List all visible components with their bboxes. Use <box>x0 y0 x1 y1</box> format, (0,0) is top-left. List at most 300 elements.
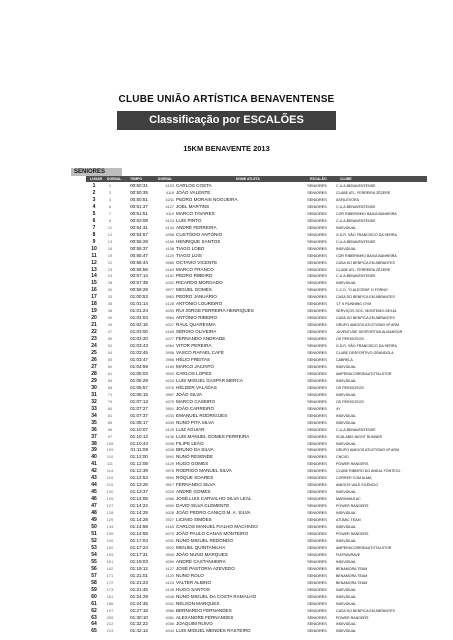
bib-cell: 22 <box>107 259 113 265</box>
category-cell: SENIORES <box>307 462 327 467</box>
bib-2-cell: 4081 <box>165 615 174 620</box>
bib-cell: 171 <box>106 572 114 578</box>
category-cell: SENIORES <box>307 281 327 286</box>
table-row <box>0 573 453 580</box>
club-cell: GRUPO AMIGOS ATLETISMO Nº ARM <box>336 448 399 453</box>
athlete-name-cell: NUNO MIGUEL REDONDO <box>176 537 233 543</box>
column-header-bib: DORSAL <box>107 177 122 181</box>
club-cell: C.U.A.BENAVENTENSE <box>336 204 376 209</box>
athlete-name-cell: JOÃO CARREIRO <box>176 405 215 411</box>
position-cell: 48 <box>91 510 97 517</box>
category-cell: SENIORES <box>307 427 327 432</box>
club-cell: INDIVIDUAL <box>336 601 357 606</box>
athlete-name-cell: LUIS MANUEL GOMES FERREIRA <box>176 433 250 439</box>
table-row <box>0 385 453 392</box>
category-cell: SENIORES <box>307 309 327 314</box>
category-cell: SENIORES <box>307 392 327 397</box>
position-cell: 50 <box>91 524 97 531</box>
table-row <box>0 628 453 635</box>
position-cell: 15 <box>91 280 97 287</box>
bib-2-cell: 4090 <box>165 504 174 509</box>
club-cell: POWER RANGERS <box>336 615 369 620</box>
position-cell: 40 <box>91 454 97 461</box>
athlete-name-cell: VALTER ALBINO <box>176 579 212 585</box>
bib-2-cell: 4041 <box>165 601 174 606</box>
bib-cell: 11 <box>107 224 113 230</box>
bib-cell: 85 <box>107 419 113 425</box>
position-cell: 37 <box>91 433 97 440</box>
athlete-name-cell: ALEXANDRE FERNANDES <box>176 614 234 620</box>
club-cell: CLUBE ATL. FERREIRA ZÊZERE <box>336 267 391 272</box>
category-cell: SENIORES <box>307 344 327 349</box>
club-cell: CABRELA <box>336 358 353 362</box>
category-cell: SENIORES <box>307 288 327 293</box>
bib-cell: 36 <box>107 301 113 307</box>
time-cell: 01:24:45 <box>130 600 148 606</box>
time-cell: 01:07:13 <box>130 398 148 404</box>
bib-2-cell: 3927 <box>165 518 174 523</box>
bib-cell: 110 <box>106 454 114 460</box>
column-header-time: TEMPO <box>130 177 143 181</box>
category-cell: SENIORES <box>307 267 327 272</box>
club-cell: OS PERIGOSOS <box>336 399 364 404</box>
table-row <box>0 239 453 246</box>
category-cell: SENIORES <box>307 608 327 613</box>
athlete-name-cell: SÉRGIO OLIVEIRA <box>176 329 217 335</box>
bib-2-cell: 4124 <box>165 580 174 585</box>
club-cell: SERVIÇOS SOC. MONTEMO-SEXAL <box>336 309 397 314</box>
category-cell: SENIORES <box>307 594 327 599</box>
position-cell: 28 <box>91 370 97 377</box>
bib-cell: 186 <box>106 600 114 606</box>
time-cell: 01:42:12 <box>130 628 148 634</box>
athlete-name-cell: JOEL MARTINS <box>176 203 210 209</box>
bib-cell: 153 <box>106 551 114 557</box>
athlete-name-cell: MARCO FRANCO <box>176 266 214 272</box>
table-row <box>0 615 453 622</box>
athlete-name-cell: NUNO ROLO <box>176 572 204 578</box>
athlete-name-cell: FERNANDO ANDRADE <box>176 336 226 342</box>
position-cell: 17 <box>91 294 97 301</box>
time-cell: 00:50:31 <box>130 183 148 188</box>
table-row <box>0 510 453 517</box>
club-cell: INDIVIDUAL <box>336 392 357 397</box>
table-row <box>0 601 453 608</box>
bib-cell: 119 <box>106 482 114 488</box>
bib-2-cell: 4064 <box>165 344 174 349</box>
position-cell: 13 <box>91 266 97 273</box>
category-cell: SENIORES <box>307 497 327 502</box>
table-row <box>0 524 453 531</box>
time-cell: 01:32:22 <box>130 621 148 627</box>
club-cell: MARINHAS AC <box>336 497 361 502</box>
bib-2-cell: 4169 <box>165 330 174 335</box>
category-cell: SENIORES <box>307 518 327 523</box>
bib-cell: 97 <box>107 433 113 439</box>
bib-2-cell: 4066 <box>165 497 174 502</box>
club-cell: COR RIBEIRINHO BAIXA BANHEIRA <box>336 253 397 258</box>
club-cell: INDIVIDUAL <box>336 525 357 530</box>
category-cell: SENIORES <box>307 622 327 627</box>
position-cell: 21 <box>91 322 97 329</box>
position-cell: 54 <box>91 551 97 558</box>
club-cell: INDIVIDUAL <box>336 490 357 495</box>
table-row <box>0 204 453 211</box>
position-cell: 2 <box>92 189 96 196</box>
table-row <box>0 587 453 594</box>
club-cell: CORRER COM ALMA <box>336 476 372 481</box>
category-cell: SENIORES <box>307 469 327 474</box>
position-cell: 45 <box>91 489 97 496</box>
athlete-name-cell: BERNARDO FERNANDES <box>176 607 232 613</box>
club-cell: CNCVD <box>336 455 349 460</box>
club-cell: CASA DO BENFICA EM ABRANTES <box>336 316 395 321</box>
position-cell: 9 <box>92 238 96 245</box>
club-cell: AMIGOS VALE SILÊNCIO <box>336 483 379 488</box>
club-cell: BENAMORA TEAM <box>336 573 368 578</box>
time-cell: 01:05:03 <box>130 370 148 376</box>
table-row <box>0 594 453 601</box>
table-row <box>0 552 453 559</box>
bib-2-cell: 4048 <box>165 594 174 599</box>
column-header-position: LUGAR <box>90 177 103 181</box>
table-row <box>0 559 453 566</box>
athlete-name-cell: EMANUEL RODRIGUES <box>176 412 228 418</box>
athlete-name-cell: JOÃO SILVA <box>176 391 203 397</box>
athlete-name-cell: ANDRÉ GOMES <box>176 489 211 495</box>
bib-2-cell: 4038 <box>165 441 174 446</box>
bib-2-cell: 4044 <box>165 629 174 634</box>
time-cell: 01:03:00 <box>130 329 148 335</box>
athlete-name-cell: ANTÓNIO RIBEIRO <box>176 315 218 321</box>
athlete-name-cell: DAVID SILVA CLEMENTE <box>176 503 230 509</box>
position-cell: 16 <box>91 287 97 294</box>
position-cell: 42 <box>91 468 97 475</box>
position-cell: 49 <box>91 517 97 524</box>
position-cell: 57 <box>91 572 97 579</box>
athlete-name-cell: HENRIQUE SANTOS <box>176 238 221 244</box>
time-cell: 01:12:08 <box>130 461 148 467</box>
athlete-name-cell: NUNO RESENDE <box>176 454 214 460</box>
club-cell: CASA DO BENFICA EM ABRANTES <box>336 295 395 300</box>
bib-2-cell: 4136 <box>165 434 174 439</box>
club-cell: C.U.A.BENAVENTENSE <box>336 184 376 188</box>
club-cell: C.U.A.BENAVENTENSE <box>336 239 376 244</box>
club-cell: INDIVIDUAL <box>336 413 357 418</box>
bib-2-cell: 4128 <box>165 302 174 307</box>
bib-2-cell: 4116 <box>165 190 174 195</box>
time-cell: 01:03:20 <box>130 336 148 342</box>
athlete-name-cell: MIGUEL QUINTANILHA <box>176 544 226 550</box>
category-cell: SENIORES <box>307 184 327 188</box>
time-cell: 00:51:37 <box>130 203 148 209</box>
bib-cell: 212 <box>106 621 114 627</box>
table-row <box>0 482 453 489</box>
category-cell: SENIORES <box>307 190 327 195</box>
athlete-name-cell: LUIS PINTO <box>176 217 202 223</box>
bib-2-cell: 4241 <box>165 197 174 202</box>
athlete-name-cell: VASCO RAFAEL CAFÉ <box>176 350 224 356</box>
bib-2-cell: 3997 <box>165 392 174 397</box>
category-cell: SENIORES <box>307 566 327 571</box>
athlete-name-cell: CARLOS MANUEL FIALHO MACHADO <box>176 524 258 530</box>
time-cell: 01:24:29 <box>130 593 148 599</box>
position-cell: 46 <box>91 496 97 503</box>
bib-2-cell: 4153 <box>165 184 174 188</box>
table-row <box>0 399 453 406</box>
club-cell: ATOMIC TEAM <box>336 518 361 523</box>
athlete-name-cell: ANTÓNIO LOUREIRO <box>176 301 223 307</box>
bib-2-cell: 4029 <box>165 490 174 495</box>
club-cell: INDIVIDUAL <box>336 420 357 425</box>
position-cell: 55 <box>91 558 97 565</box>
bib-cell: 197 <box>106 607 114 613</box>
athlete-name-cell: HUGO GOMES <box>176 461 209 467</box>
bib-cell: 38 <box>107 308 113 314</box>
time-cell: 01:03:43 <box>130 343 148 349</box>
category-cell: SENIORES <box>307 378 327 383</box>
time-cell: 01:10:13 <box>130 433 148 439</box>
time-cell: 01:05:29 <box>130 377 148 383</box>
athlete-name-cell: OCTAVIO VICENTE <box>176 259 218 265</box>
club-cell: INDIVIDUAL <box>336 441 357 446</box>
bib-cell: 114 <box>106 468 114 474</box>
position-cell: 38 <box>91 440 97 447</box>
time-cell: 00:55:47 <box>130 252 148 258</box>
bib-cell: 13 <box>107 238 113 244</box>
athlete-name-cell: NUNO MIGUEL DA COSTA RAMALHO <box>176 593 257 599</box>
category-cell: SENIORES <box>307 204 327 209</box>
bib-cell: 33 <box>107 294 113 300</box>
category-cell: SENIORES <box>307 295 327 300</box>
time-cell: 00:54:57 <box>130 231 148 237</box>
athlete-name-cell: JOÃO PAULO CANAS MONTEIRO <box>176 531 249 536</box>
table-row <box>0 273 453 280</box>
time-cell: 01:01:24 <box>130 308 148 314</box>
athlete-name-cell: JOÃO NUNO MARQUES <box>176 551 228 557</box>
time-cell: 00:57:14 <box>130 273 148 279</box>
position-cell: 22 <box>91 329 97 336</box>
club-cell: CASA DO BENFICA EM ABRANTES <box>336 260 395 265</box>
column-header-bib-2: DORSAL <box>158 177 173 181</box>
club-cell: INDIVIDUAL <box>336 281 357 286</box>
club-cell: INDIVIDUAL <box>336 594 357 599</box>
category-cell: SENIORES <box>307 218 327 223</box>
position-cell: 43 <box>91 475 97 482</box>
athlete-name-cell: JOÃO VALENTE <box>176 189 211 195</box>
athlete-name-cell: NUNO PITA SILVA <box>176 419 215 425</box>
athlete-name-cell: LUIS MIGUEL MENDES RASTEIRO <box>176 628 251 634</box>
bib-2-cell: 4124 <box>165 218 174 223</box>
position-cell: 31 <box>91 391 97 398</box>
time-cell: 01:30:10 <box>130 614 148 620</box>
bib-2-cell: 4119 <box>165 211 174 216</box>
table-row <box>0 308 453 315</box>
table-row <box>0 371 453 378</box>
bib-cell: 52 <box>107 343 113 349</box>
bib-cell: 40 <box>107 315 113 321</box>
position-cell: 64 <box>91 621 97 628</box>
table-row <box>0 406 453 413</box>
bib-cell: 1 <box>108 183 112 188</box>
bib-cell: 125 <box>106 496 114 502</box>
bib-cell: 55 <box>107 357 113 362</box>
table-row <box>0 267 453 274</box>
position-cell: 7 <box>92 224 96 231</box>
bib-cell: 115 <box>106 475 114 481</box>
table-row <box>0 357 453 364</box>
time-cell: 00:50:35 <box>130 189 148 195</box>
bib-cell: 61 <box>107 370 113 376</box>
club-cell: CLUBE DESPORTIVO GRANDOLA <box>336 351 394 356</box>
position-cell: 25 <box>91 350 97 357</box>
bib-cell: 12 <box>107 231 113 237</box>
time-cell: 01:04:59 <box>130 363 148 369</box>
athlete-name-cell: JOSÉ PASTORIA AZEVEDO <box>176 565 235 571</box>
athlete-name-cell: TIAGO LUIS <box>176 252 202 258</box>
bib-2-cell: 4163 <box>165 267 174 272</box>
time-cell: 01:08:17 <box>130 419 148 425</box>
athlete-name-cell: JOÃO PEDRO CANIÇO M. A. SILVA <box>176 510 251 516</box>
time-cell: 00:56:44 <box>130 259 148 265</box>
category-cell: SENIORES <box>307 371 327 376</box>
athlete-name-cell: MARCO CASEIRO <box>176 398 216 404</box>
table-row <box>0 475 453 482</box>
athlete-name-cell: FERNANDO SILVA <box>176 482 216 488</box>
category-cell: SENIORES <box>307 552 327 557</box>
bib-cell: 8 <box>108 217 112 223</box>
bib-2-cell: 4127 <box>165 204 174 209</box>
table-row <box>0 608 453 615</box>
position-cell: 11 <box>91 252 97 259</box>
position-cell: 12 <box>91 259 97 266</box>
table-row <box>0 343 453 350</box>
club-cell: G.D.R. SÃO FRANCISCO DA SERRA <box>336 232 397 237</box>
athlete-name-cell: ROQUE SOARES <box>176 475 214 481</box>
athlete-name-cell: PEDRO MORAIS NOGUEIRA <box>176 196 238 202</box>
athlete-name-cell: RUI JORGE FERREIRA HENRIQUES <box>176 308 254 314</box>
bib-cell: 60 <box>107 363 113 369</box>
table-row <box>0 260 453 267</box>
position-cell: 24 <box>91 343 97 350</box>
athlete-name-cell: JOSÉ LUIS CARVALHO SILVA LEAL <box>176 496 252 502</box>
table-row <box>0 413 453 420</box>
time-cell: 00:53:08 <box>130 217 148 223</box>
bib-cell: 23 <box>107 266 113 272</box>
table-row <box>0 441 453 448</box>
position-cell: 14 <box>91 273 97 280</box>
athlete-name-cell: HÉLDER VALADAS <box>176 384 217 390</box>
category-cell: SENIORES <box>307 302 327 307</box>
results-banner: Classificação por ESCALÕES <box>117 111 336 130</box>
table-row <box>0 336 453 343</box>
time-cell: 01:10:07 <box>130 426 148 432</box>
time-cell: 00:57:39 <box>130 280 148 286</box>
bib-cell: 127 <box>106 503 114 509</box>
club-cell: JUVENTUDE DESPORTIVA ALMANSOR <box>336 330 403 335</box>
position-cell: 61 <box>91 600 97 607</box>
bib-2-cell: 4049 <box>165 420 174 425</box>
position-cell: 30 <box>91 384 97 391</box>
bib-cell: 3 <box>108 189 112 195</box>
time-cell: 01:14:28 <box>130 517 148 523</box>
bib-2-cell: 3963 <box>165 295 174 300</box>
bib-2-cell: 4077 <box>165 337 174 342</box>
club-cell: INDIVIDUAL <box>336 378 357 383</box>
athlete-name-cell: CUSTÓDIO ANTÓNIO <box>176 231 223 237</box>
column-header-category: ESCALÃO <box>310 177 327 181</box>
bib-2-cell: 4120 <box>165 253 174 258</box>
category-cell: SENIORES <box>307 434 327 439</box>
bib-2-cell: 3964 <box>165 316 174 321</box>
club-cell: COR RIBEIRINHO BAIXA BANHEIRA <box>336 211 397 216</box>
category-cell: SENIORES <box>307 364 327 369</box>
category-cell: SENIORES <box>307 483 327 488</box>
athlete-name-cell: ANDRÉ CASTANHEIRA <box>176 558 226 564</box>
position-cell: 36 <box>91 426 97 433</box>
bib-2-cell: 4032 <box>165 281 174 286</box>
time-cell: 01:01:14 <box>130 301 148 307</box>
position-cell: 29 <box>91 377 97 384</box>
position-cell: 52 <box>91 537 97 544</box>
category-cell: SENIORES <box>307 385 327 390</box>
table-row <box>0 566 453 573</box>
time-cell: 01:03:47 <box>130 357 148 362</box>
time-cell: 01:27:18 <box>130 607 148 613</box>
bib-cell: 79 <box>107 398 113 404</box>
table-row <box>0 232 453 239</box>
table-row <box>0 287 453 294</box>
table-row <box>0 350 453 357</box>
club-cell: CASA DO BENFICA EM ABRANTES <box>336 608 395 613</box>
category-cell: SENIORES <box>307 580 327 585</box>
table-row <box>0 538 453 545</box>
position-cell: 62 <box>91 607 97 614</box>
bib-cell: 96 <box>107 426 113 432</box>
race-title: 15KM BENAVENTE 2013 <box>183 144 270 153</box>
bib-2-cell: 4076 <box>165 385 174 390</box>
position-cell: 32 <box>91 398 97 405</box>
club-cell: ASFA-ÉVORA <box>336 197 359 202</box>
category-cell: SENIORES <box>307 239 327 244</box>
time-cell: 00:50:51 <box>130 196 148 202</box>
bib-cell: 28 <box>107 280 113 286</box>
bib-2-cell: 4156 <box>165 239 174 244</box>
bib-cell: 4 <box>108 196 112 202</box>
table-row <box>0 329 453 336</box>
position-cell: 3 <box>92 196 96 203</box>
bib-2-cell: 3965 <box>165 260 174 265</box>
time-cell: 01:14:05 <box>130 496 148 502</box>
club-cell: BENAMORA TEAM <box>336 566 368 571</box>
bib-cell: 172 <box>106 579 114 585</box>
table-row <box>0 461 453 468</box>
category-cell: SENIORES <box>307 246 327 251</box>
club-cell: INDIVIDUAL <box>336 246 357 251</box>
bib-2-cell: 4056 <box>165 622 174 627</box>
position-cell: 39 <box>91 447 97 454</box>
time-cell: 01:03:46 <box>130 350 148 356</box>
club-cell: CLUBE ATL. FERREIRA ZÊZERE <box>336 190 391 195</box>
athlete-name-cell: RICARDO MORGADO <box>176 280 223 286</box>
category-cell: SENIORES <box>307 559 327 564</box>
category-cell: SENIORES <box>307 511 327 516</box>
table-row <box>0 454 453 461</box>
bib-2-cell: 3966 <box>165 608 174 613</box>
bib-cell: 111 <box>106 461 114 467</box>
athlete-name-cell: PEDRO JANUÁRIO <box>176 294 217 300</box>
club-cell: OS PERIGOSOS <box>336 385 364 390</box>
